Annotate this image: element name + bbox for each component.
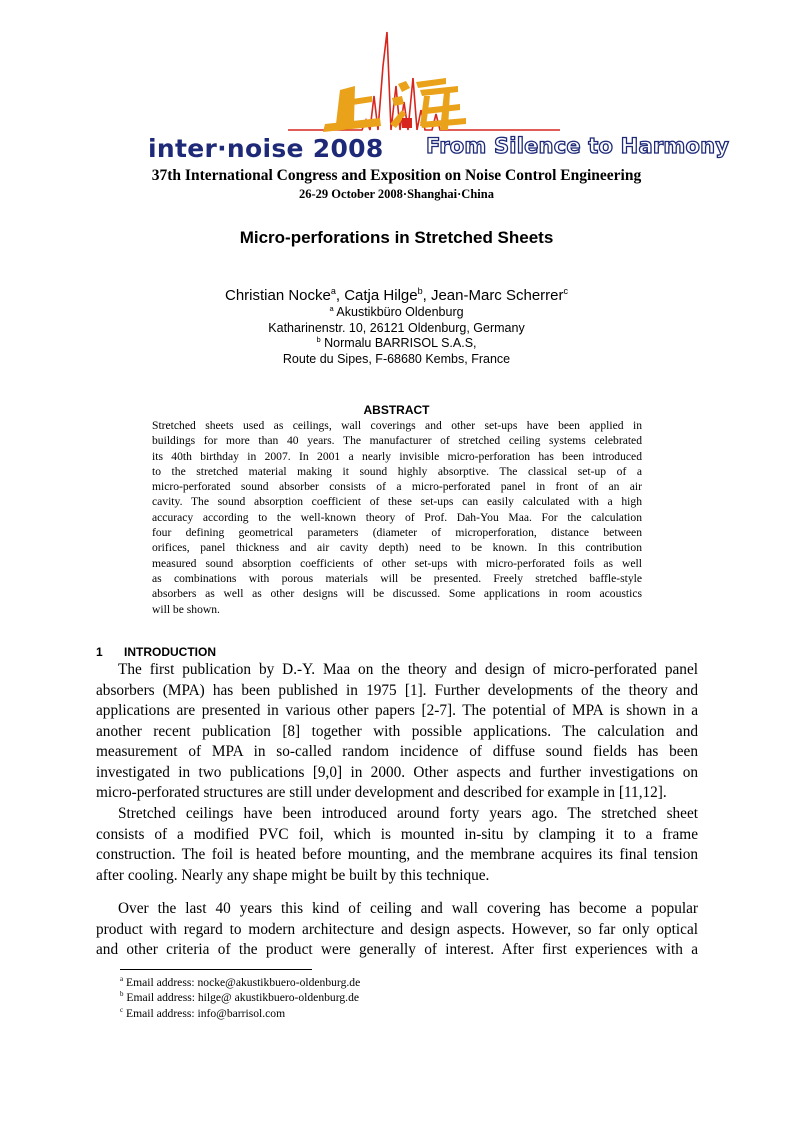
abstract-line: as combinations with porous materials will be presented. Freely stretched baffle-style xyxy=(152,571,642,585)
body-line: The first publication by D.-Y. Maa on the theory and design of micro-perforated panel xyxy=(118,661,698,678)
footnote-marker: c xyxy=(120,1005,124,1014)
body-line: investigated in two publications [9,0] in 2000. Other aspects and further investigations on xyxy=(96,763,698,781)
footnote-marker: a xyxy=(120,975,124,984)
body-line: absorbers (MPA) has been published in 1975 [1]. Further developments of the theory and xyxy=(96,681,698,699)
paper-title: Micro-perforations in Stretched Sheets xyxy=(239,228,554,247)
body-line: and other criteria of the product were generally of interest. After first experiences with a xyxy=(96,941,698,958)
abstract-line: micro-perforated sound absorber consists of a micro-perforated panel in front of an air xyxy=(152,480,642,494)
logo-wordmark: inter·noise 2008 xyxy=(148,134,384,163)
abstract-heading: ABSTRACT xyxy=(363,403,430,417)
footnote-text: Email address: nocke@akustikbuero-oldenburg.de xyxy=(126,976,361,989)
footnote-b xyxy=(120,990,360,1005)
conference-logo xyxy=(140,26,730,168)
body-line: micro-perforated structures are still under development and described for example in [11,12]. xyxy=(96,784,667,801)
affiliation-b-address: Route du Sipes, F-68680 Kembs, France xyxy=(282,352,511,366)
abstract-line: Stretched sheets used as ceilings, wall coverings and other set-ups have been applied in xyxy=(152,419,642,432)
body-line: consists of a modified PVC foil, which is mounted in-situ by clamping it to a frame xyxy=(96,825,698,843)
body-line: another recent publication [8] together with possible applications. The calculation and xyxy=(96,722,698,740)
body-line: Over the last 40 years this kind of ceiling and wall covering has become a popular xyxy=(118,900,698,917)
affiliation-line: Normalu BARRISOL S.A.S, xyxy=(324,336,477,350)
footnote-marker: b xyxy=(120,990,124,999)
author-affiliation-marker: a xyxy=(330,286,336,296)
author-affiliation-marker: b xyxy=(417,286,423,296)
intro-paragraph-3 xyxy=(96,899,698,961)
intro-paragraph-2 xyxy=(96,804,698,886)
footnote-text: Email address: hilge@ akustikbuero-oldenburg.de xyxy=(126,991,360,1005)
author-list xyxy=(0,287,793,304)
abstract-line: cavity. The sound absorption coefficient of these set-ups can easily calculated with a high xyxy=(152,495,642,509)
section-heading xyxy=(96,645,216,659)
author-separator: , xyxy=(422,287,431,304)
section-title: INTRODUCTION xyxy=(124,645,216,659)
footnote-c xyxy=(120,1006,360,1021)
body-line: construction. The foil is heated before mounting, and the membrane acquires its final tension xyxy=(96,846,698,863)
abstract-line: absorbers as well as other designs will be discussed. Some applications in room acoustics xyxy=(152,587,642,601)
affiliation-a-name xyxy=(0,305,793,319)
affiliation-a-address: Katharinenstr. 10, 26121 Oldenburg, Germany xyxy=(268,321,525,335)
abstract-line: accuracy according to the well-known theory of Prof. Dah-You Maa. For the calculation xyxy=(152,510,642,524)
abstract-line: four defining geometrical parameters (diameter of microperforation, distance between xyxy=(152,526,642,540)
abstract-line: will be shown. xyxy=(152,602,220,616)
intro-paragraph-1 xyxy=(96,660,698,804)
body-line: applications are presented in various other papers [2-7]. The potential of MPA is shown in a xyxy=(96,702,698,719)
abstract-line: orifices, panel thickness and air cavity depth) need to be known. In this contribution xyxy=(152,541,642,555)
footnotes xyxy=(120,975,360,1021)
author-name: Catja Hilge xyxy=(344,287,418,304)
abstract-line: its 40th birthday in 2007. In 2001 a nearly invisible micro-perforation has been introduced xyxy=(152,449,642,463)
author-affiliation-marker: c xyxy=(563,286,568,296)
section-number: 1 xyxy=(96,645,103,659)
abstract-line: measured sound absorption coefficients of other set-ups with micro-perforated foils as well xyxy=(152,556,642,570)
author-name: Christian Nocke xyxy=(224,287,331,304)
author-name: Jean-Marc Scherrer xyxy=(430,287,564,304)
footnote-a xyxy=(120,975,360,990)
conference-title: 37th International Congress and Exposition on Noise Control Engineering xyxy=(151,167,642,184)
affiliation-b-name xyxy=(0,336,793,350)
abstract-body xyxy=(152,418,642,617)
abstract-line: to the stretched material making it sound highly absorptive. The classical set-up of a xyxy=(152,464,642,478)
body-line: product with regard to modern architecture and design aspects. However, so far only optical xyxy=(96,920,698,938)
body-line: after cooling. Nearly any shape might be built by this technique. xyxy=(96,866,490,884)
body-line: Stretched ceilings have been introduced around forty years ago. The stretched sheet xyxy=(118,805,698,822)
abstract-line: buildings for more than 40 years. The manufacturer of stretched ceiling systems celebrated xyxy=(152,434,642,448)
affiliation-marker: b xyxy=(316,334,321,344)
author-separator: , xyxy=(335,287,345,304)
body-line: measurement of MPA in so-called random incidence of diffuse sound fields has been xyxy=(96,743,698,760)
conference-dates: 26-29 October 2008·Shanghai·China xyxy=(299,187,494,201)
logo-slogan: From Silence to Harmony xyxy=(426,134,730,158)
footnote-text: Email address: info@barrisol.com xyxy=(126,1006,286,1020)
affiliation-marker: a xyxy=(329,303,334,313)
affiliation-line: Akustikbüro Oldenburg xyxy=(336,305,464,319)
footnote-divider xyxy=(120,969,312,970)
